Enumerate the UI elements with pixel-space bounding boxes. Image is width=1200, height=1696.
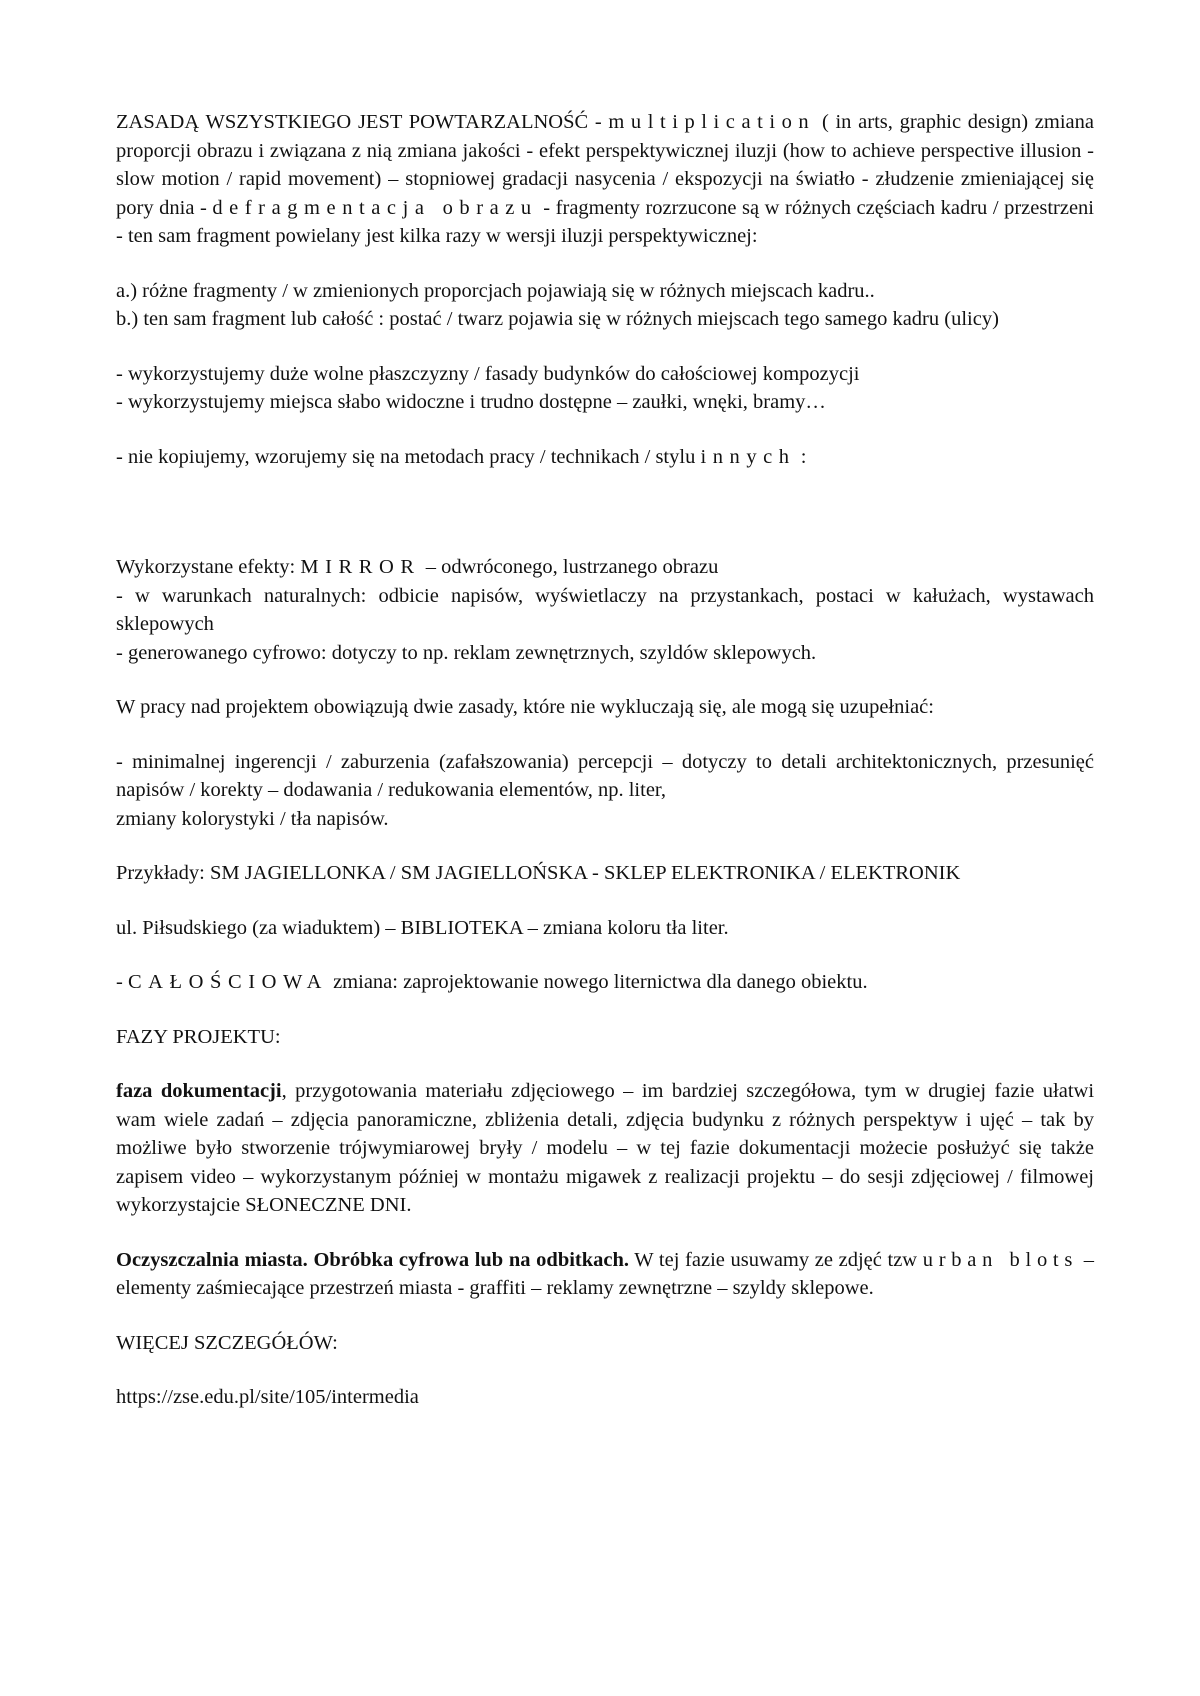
total-term: CAŁOŚCIOWA [127, 971, 328, 993]
mirror-description: – odwróconego, lustrzanego obrazu [420, 556, 719, 578]
list-item-b: b.) ten sam fragment lub całość : postać / twarz pojawia się w różnych miejscach tego samego kadru (ulicy) [116, 308, 999, 330]
cleaning-phase-title: Oczyszczalnia miasta. Obróbka cyfrowa lub na odbitkach. [116, 1248, 630, 1271]
total-change [116, 968, 1094, 997]
principles-intro: W pracy nad projektem obowiązują dwie zasady, które nie wykluczają się, ale mogą się uzupełniać: [116, 696, 934, 718]
cleaning-phase-end: – elementy zaśmiecające przestrzeń miasta - graffiti – reklamy zewnętrzne – szyldy sklepowe. [116, 1248, 1094, 1299]
urban-blots-term: urban blots [922, 1248, 1079, 1271]
spacer [116, 942, 1094, 968]
spacer [116, 833, 1094, 859]
phases-heading: FAZY PROJEKTU: [116, 1025, 281, 1048]
multiplication-term: multiplication [608, 111, 816, 133]
no-copy-end: : [795, 445, 807, 468]
no-copy-rule [116, 443, 1094, 472]
others-term: innych [700, 445, 796, 468]
more-details-heading: WIĘCEJ SZCZEGÓŁÓW: [116, 1331, 338, 1354]
no-copy-text: - nie kopiujemy, wzorujemy się na metodach pracy / technikach / stylu [116, 445, 701, 468]
defragmentation-term: defragmentacja obrazu [212, 196, 538, 219]
intro-paragraph [116, 108, 1094, 251]
mirror-term: MIRROR [300, 556, 421, 578]
principle-minimal: - minimalnej ingerencji / zaburzenia (zafałszowania) percepcji – dotyczy to detali architektonicznych, przesunięć napisów / korekty – dodawania / redukowania elementów, np. liter, [116, 750, 1094, 801]
spacer [116, 667, 1094, 693]
spacer [116, 417, 1094, 443]
spacer [116, 997, 1094, 1023]
spacer [116, 1051, 1094, 1077]
spacer [116, 1303, 1094, 1329]
mirror-label: Wykorzystane efekty: [116, 556, 301, 578]
principle-colors: zmiany kolorystyki / tła napisów. [116, 807, 389, 830]
details-link[interactable]: https://zse.edu.pl/site/105/intermedia [116, 1386, 419, 1408]
rule-hidden-places: - wykorzystujemy miejsca słabo widoczne i trudno dostępne – zaułki, wnęki, bramy… [116, 391, 826, 413]
cleaning-phase-text: W tej fazie usuwamy ze zdjęć tzw [629, 1248, 923, 1271]
document-page [116, 108, 1094, 1412]
spacer [116, 888, 1094, 914]
examples-line: Przykłady: SM JAGIELLONKA / SM JAGIELLOŃSKA - SKLEP ELEKTRONIKA / ELEKTRONIK [116, 862, 961, 884]
total-dash: - [116, 971, 128, 993]
spacer [116, 471, 1094, 553]
mirror-digital: - generowanego cyfrowo: dotyczy to np. reklam zewnętrznych, szyldów sklepowych. [116, 641, 817, 664]
list-item-a: a.) różne fragmenty / w zmienionych proporcjach pojawiają się w różnych miejscach kadru.. [116, 279, 875, 302]
intro-text-end: - fragmenty rozrzucone są w różnych częściach kadru / przestrzeni - ten sam fragment powielany jest kilka razy w wersji iluzji perspektywicznej: [116, 196, 1094, 247]
spacer [116, 722, 1094, 748]
spacer [116, 1220, 1094, 1246]
intro-text: ( in arts, graphic design) zmiana proporcji obrazu i związana z nią zmiana jakości - efekt perspektywicznej iluzji (how to achieve perspective illusion - slow motion / rapid movement) – stopniowej gradacji nasycenia / ekspozycji na światło - złudzenie zmieniającej się pory dnia - [116, 111, 1094, 219]
example-library: ul. Piłsudskiego (za wiaduktem) – BIBLIOTEKA – zmiana koloru tła liter. [116, 916, 729, 939]
intro-heading: ZASADĄ WSZYSTKIEGO JEST POWTARZALNOŚĆ - [116, 111, 609, 133]
spacer [116, 1357, 1094, 1383]
mirror-heading [116, 553, 1094, 582]
rule-large-surfaces: - wykorzystujemy duże wolne płaszczyzny / fasady budynków do całościowej kompozycji [116, 362, 860, 385]
spacer [116, 251, 1094, 277]
spacer [116, 334, 1094, 360]
total-description: zmiana: zaprojektowanie nowego liternictwa dla danego obiektu. [327, 971, 868, 993]
mirror-natural: - w warunkach naturalnych: odbicie napisów, wyświetlaczy na przystankach, postaci w kałużach, wystawach sklepowych [116, 584, 1094, 635]
cleaning-phase [116, 1246, 1094, 1303]
documentation-phase [116, 1077, 1094, 1220]
documentation-phase-text: , przygotowania materiału zdjęciowego – im bardziej szczegółowa, tym w drugiej fazie ułatwi wam wiele zadań – zdjęcia panoramiczne, zbliżenia detali, zdjęcia budynku z różnych perspektyw i ujęć – tak by możliwe było stworzenie trójwymiarowej bryły / modelu – w tej fazie dokumentacji możecie posłużyć się także zapisem video – wykorzystanym później w montażu migawek z realizacji projektu – do sesji zdjęciowej / filmowej wykorzystajcie SŁONECZNE DNI. [116, 1080, 1095, 1216]
documentation-phase-title: faza dokumentacji [116, 1080, 282, 1102]
